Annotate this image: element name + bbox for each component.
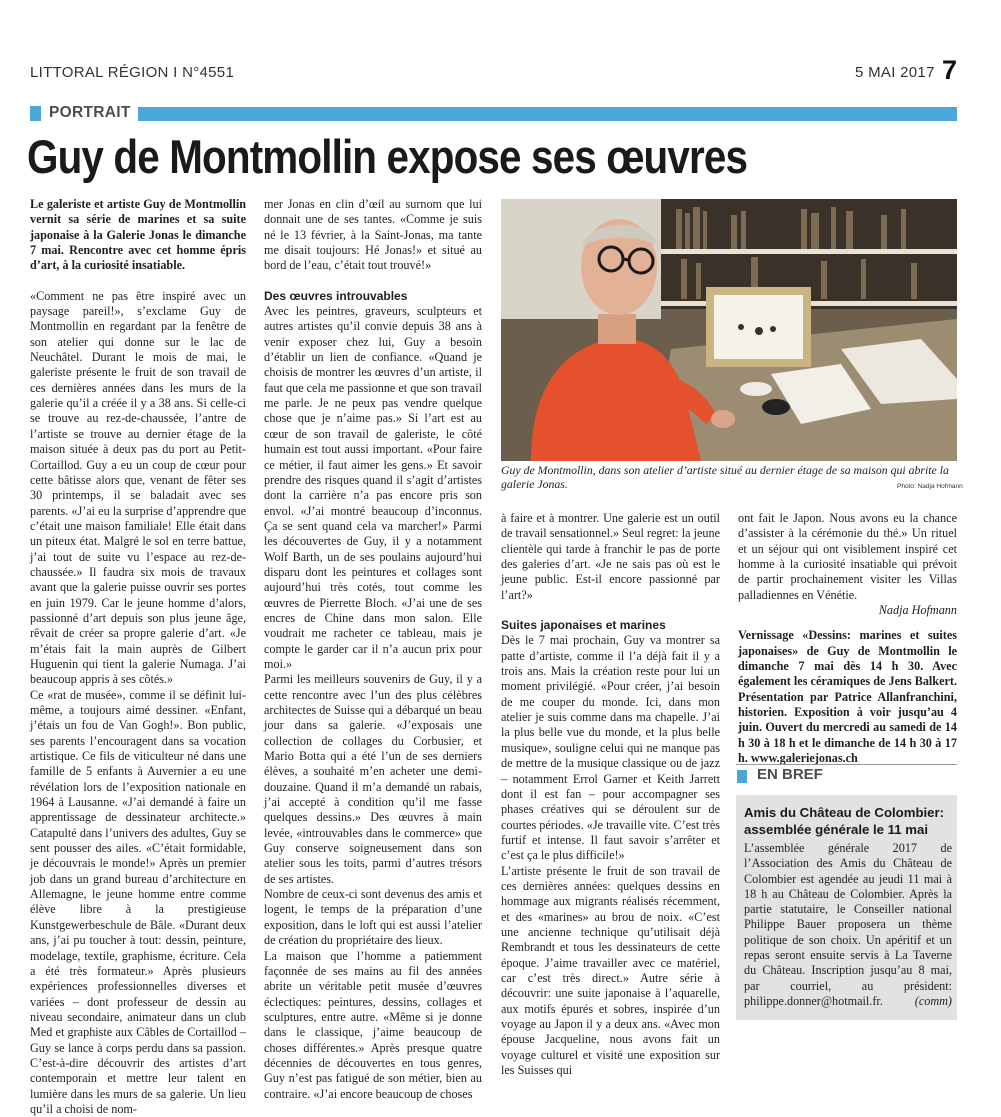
article-paragraph: Nombre de ceux-ci sont devenus des amis et logent, le temps de la préparation d’une exposition, dans le loft qui est aussi l’atelier de création du propriétaire des lieux. [264,887,482,948]
portrait-photo [501,199,957,461]
article-paragraph: à faire et à montrer. Une galerie est un outil de travail sensationnel.» Seul regret: la jeune clientèle qui tarde à franchir le pas de porte des galeries d’art. «Je ne sais pas où est le jeune public. Est-il encore passionné par l’art?» [501,511,720,602]
en-bref-marker [737,770,747,783]
article-paragraph: Avec les peintres, graveurs, sculpteurs et autres artistes qu’il convie depuis 38 ans à venir exposer chez lui, Guy a besoin d’établir un lien de confiance. «Quand je choisis de montrer les œuvres d’un artiste, il faut que cela me passionne et que son travail me parle. Je ne peux pas vendre quelque chose que je n’aime pas.» Si l’art est au cœur de son travail de galeriste, le côté humain est tout aussi important. «Pour faire ce métier, il faut aimer les gens.» Et savoir prendre des risques quand il s’agit d’artistes dont la carrière n’a pas encore pris son envol. «J’ai montré beaucoup d’inconnus. Ça se sent quand cela va marcher!» Parmi les découvertes de Guy, il y a notamment Wolf Barth, un de ses poulains aujourd’hui disparu dont les peintures et collages sont aujourd’hui très cotés, tout comme les œuvres de Pierrette Bloch. «J’ai une de ses encres de Chine dans mon salon. Elle voudrait me racheter ce tableau, mais je compte le garder car il n’a aucun prix pour moi.» [264,304,482,671]
exhibition-info: Vernissage «Dessins: marines et suites japonaises» de Guy de Montmollin le dimanche 7 mai dès 14 h 30. Avec également les céramiques de Jens Balkert. Présentation par Patrice Allanfranchini, historien. Exposition à voir jusqu’au 4 juin. Ouvert du mercredi au samedi de 14 h 30 à 18 h et le dimanche de 14 h 30 à 17 h. www.galeriejonas.ch [738,628,957,766]
article-paragraph: Parmi les meilleurs souvenirs de Guy, il y a cette rencontre avec l’un des plus célèbres architectes de Suisse qui a débarqué un beau jour dans sa galerie. «J’exposais une collection de collages du Corbusier, et Mario Botta qui a été l’un de ses derniers élèves, a souhaité m’en acheter une demi-douzaine. Quand il m’a demandé un rabais, j’ai accepté à condition qu’il me fasse quelques dessins.» Des œuvres à main levée, «introuvables dans le commerce» que Guy conserve soigneusement dans son atelier sous les toits, parmi d’autres trésors de ses artistes. [264,672,482,886]
en-bref-label: EN BREF [757,766,823,783]
en-bref-body [744,841,952,1009]
en-bref-rule [736,764,957,765]
masthead-date: 5 MAI 2017 [855,64,935,81]
article-paragraph: Dès le 7 mai prochain, Guy va montrer sa patte d’artiste, comme il l’a déjà fait il y a trois ans. Mais la création reste pour lui un moment privilégié. «Pour créer, j’ai besoin de me couper du monde. Ici, dans mon atelier je suis comme dans ma chapelle. J’ai la plus belle vue du monde, et la plus belle musique», souligne celui qui ne manque pas de mettre de la musique classique ou de jazz – notamment Errol Garner et Keith Jarrett dont il est fan – pour accompagner ses phases créatives qui se déroulent sur de courtes périodes. «Je travaille vite. C’est très furtif et intense. Il faut savoir s’arrêter et c’est ça le plus difficile!» [501,633,720,863]
masthead-section: LITTORAL RÉGION I N°4551 [30,64,235,81]
article-subhead: Des œuvres introuvables [264,288,408,303]
article-paragraph: «Comment ne pas être inspiré avec un paysage pareil!», s’exclame Guy de Montmollin en regardant par la fenêtre de son atelier qui donne sur le lac de Neuchâtel. Durant le mois de mai, le galeriste présente le fruit de son travail de ces dernières années dans les murs de la galerie qu’il a créée il y a 38 ans. Si celle-ci se trouve au rez-de-chaussée, l’antre de l’artiste se trouve au dernier étage de la maison située à deux pas du port au Petit-Cortaillod. Guy a eu un coup de cœur pour cette bâtisse alors que, venant de fêter ses 30 printemps, il se baladait avec ses parents. «J’ai eu la surprise d’apprendre que c’était une maison familiale! Elle était dans un piteux état. Malgré le sol en terre battue, j’ai tout de suite vu l’espace au rez-de-chaussée.» Il faudra six mois de travaux avant que la galerie puisse ouvrir ses portes en juin 1979. Car le jeune homme d’alors, passionné d’art depuis son plus jeune âge, rêvait de créer sa propre galerie d’art. «Je m’étais fait la main auprès de Gilbert Huguenin qui tient la galerie Numaga. J’ai beaucoup appris à ses côtés.» [30,288,246,687]
article-paragraph: mer Jonas en clin d’œil au surnom que lui donnait une de ses tantes. «Comme je suis né le 13 février, à la Saint-Jonas, ma tante me disait toujours: Hé Jonas!» et situé au bord de l’eau, c’était tout trouvé!» [264,197,482,273]
rubric-bar [138,107,957,121]
photo-illustration [501,199,957,461]
article-column-1 [30,197,246,1117]
author-byline: Nadja Hofmann [878,603,957,618]
photo-caption: Guy de Montmollin, dans son atelier d’artiste situé au dernier étage de sa maison qui abrite la galerie Jonas. [501,463,949,491]
photo-credit: Photo: Nadja Hofmann [897,483,963,490]
article-lead: Le galeriste et artiste Guy de Montmollin vernit sa série de marines et sa suite japonaise à la Galerie Jonas le dimanche 7 mai. Rencontre avec cet homme épris d’art, à la curiosité insatiable. [30,197,246,273]
article-column-3 [501,511,720,1078]
page-number: 7 [942,55,958,85]
rubric-marker [30,106,41,121]
article-column-2 [264,197,482,1102]
article-paragraph: La maison que l’homme a patiemment façonnée de ses mains au fil des années abrite un véritable petit musée d’œuvres éclectiques: peintures, dessins, collages et sculptures, entre autre. «Même si je donne dans le classique, j’aime beaucoup de choses différentes.» Après presque quatre décennies de découvertes en tous genres, Guy n’est pas fatigué de son métier, bien au contraire. «J’ai encore beaucoup de choses [264,948,482,1101]
article-paragraph: Ce «rat de musée», comme il se définit lui-même, a toujours aimé dessiner. «Enfant, j’étais un fou de Van Gogh!». Bon public, ses parents l’encouragent dans sa vocation artistique. Ce fils de viticulteur né dans une famille de 5 enfants à Auvernier a eu une révélation lors de l’exposition nationale en 1964 à Lausanne. «J’ai demandé à faire un apprentissage de dessinateur architecte.» Catapulté dans l’univers des adultes, Guy se sent pousser des ailes. «C’était formidable, je découvrais le monde!» Après un premier job dans un grand bureau d’architecture en Allemagne, le jeune homme entre comme élève libre à la prestigieuse Kunstgewerbeschule de Bâle. «Durant deux ans, j’ai pu toucher à tout: dessin, peinture, modelage, textile, graphisme, écriture. Cela a été très formateur.» Après plusieurs expériences professionnelles diverses et variées – dont professeur de dessin au niveau secondaire, animateur dans un club Med et graphiste aux Câbles de Cortaillod – Guy se lance à corps perdu dans sa passion. C’est-à-dire découvrir des artistes d’art contemporain et mettre leur talent en lumière dans les murs de sa galerie. Un lieu qu’il a choisi de nom- [30,687,246,1116]
headline: Guy de Montmollin expose ses œuvres [27,130,748,183]
en-bref-text: L’assemblée générale 2017 de l’Association des Amis du Château de Colombier est agendée au jeudi 11 mai à 18 h au Château de Colombier. Après la partie statutaire, le Conseiller national Philippe Bauer proposera un thème politique de son choix. Un apéritif et un repas seront ensuite servis à La Taverne du Château. Inscription jusqu’au 8 mai, par courriel, au président: philippe.donner@hotmail.fr. [744,841,952,1008]
article-subhead: Suites japonaises et marines [501,618,666,633]
article-paragraph: L’artiste présente le fruit de son travail de ces dernières années: quelques dessins en hommage aux migrants réalisés récemment, et des «marines» au brou de noix. «C’est une ancienne technique qu’utilisait déjà Rembrandt et tous les dessinateurs de cette époque. J’aime travailler avec ce matériel, car c’est très direct.» Autre série à découvrir: une suite japonaise à l’aquarelle, aux motifs épurés et sobres, inspirée d’un voyage au Japon il y a deux ans. «Avec mon épouse Jacqueline, nous avons fait un voyage culturel et visité une exposition sur les Suisses qui [501,863,720,1078]
article-column-4 [738,511,957,767]
article-paragraph: ont fait le Japon. Nous avons eu la chance d’assister à la cérémonie du thé.» Un rituel et un séjour qui ont visiblement inspiré cet homme à la curiosité insatiable qui prévoit de partir prochainement visiter les Villas palladiennes en Vénétie. [738,511,957,602]
en-bref-signature: (comm) [914,993,952,1008]
rubric-label: PORTRAIT [49,104,131,121]
en-bref-title: Amis du Château de Colombier: assemblée générale le 11 mai [744,805,945,837]
